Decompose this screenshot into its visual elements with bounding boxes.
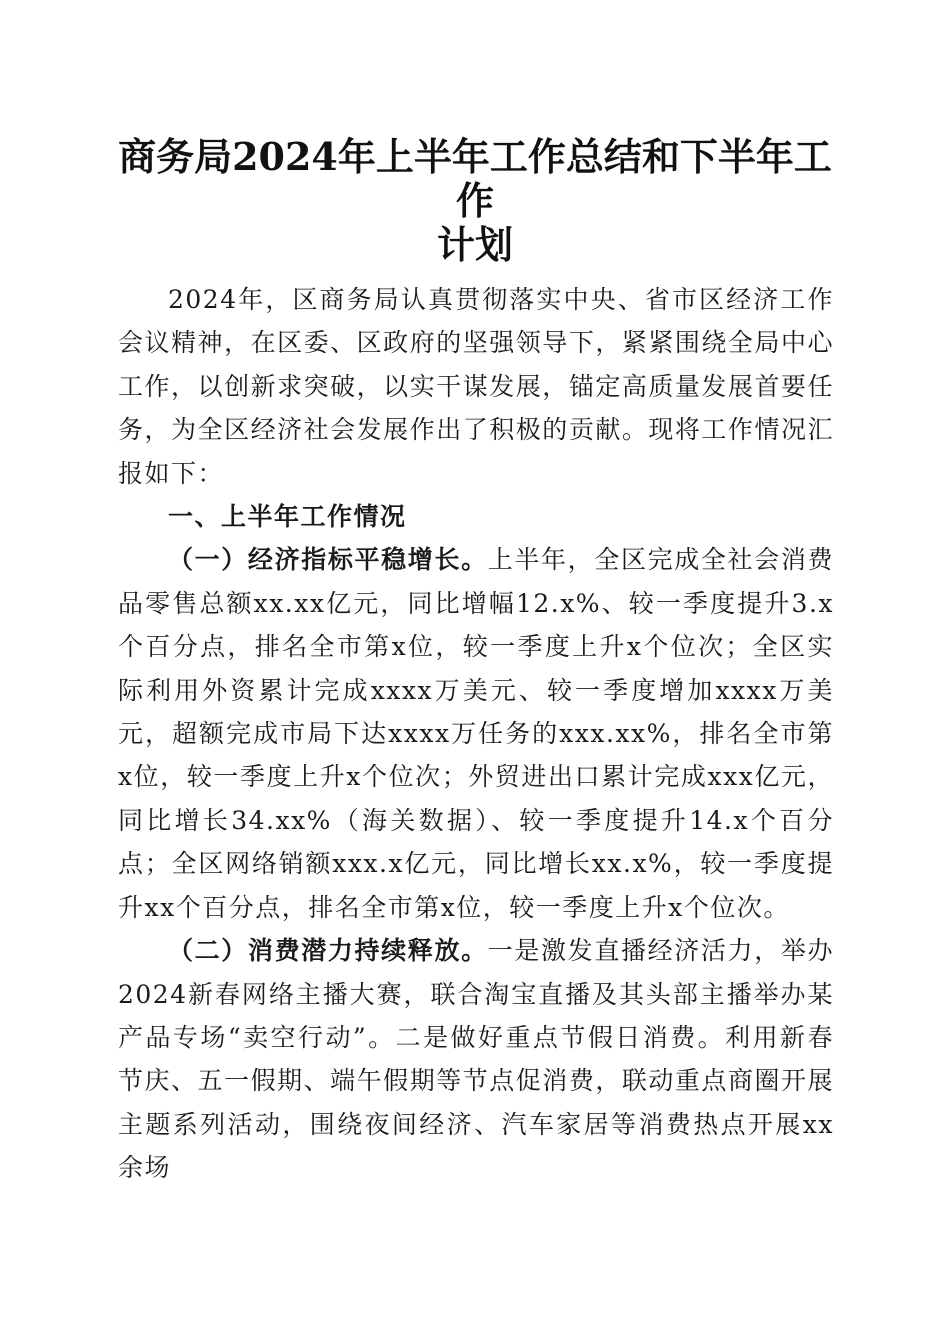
title-line-2: 计划 [436, 222, 513, 267]
item-2-heading: （二）消费潜力持续释放。 [168, 936, 488, 966]
paragraph-item-2 [118, 929, 834, 1189]
intro-paragraph: 2024年，区商务局认真贯彻落实中央、省市区经济工作会议精神，在区委、区政府的坚强领导下，紧紧围绕全局中心工作，以创新求突破，以实干谋发展，锚定高质量发展首要任务，为全区经济社会发展作出了积极的贡献。现将工作情况汇报如下： [118, 285, 834, 488]
document-title [100, 135, 850, 267]
item-1-heading: （一）经济指标平稳增长。 [168, 545, 488, 575]
title-line-1: 商务局2024年上半年工作总结和下半年工作 [118, 134, 832, 223]
item-2-body: 一是激发直播经济活力，举办2024新春网络主播大赛，联合淘宝直播及其头部主播举办某产品专场“卖空行动”。二是做好重点节假日消费。利用新春节庆、五一假期、端午假期等节点促消费，联动重点商圈开展主题系列活动，围绕夜间经济、汽车家居等消费热点开展xx余场 [118, 936, 834, 1183]
paragraph-item-1 [118, 538, 834, 929]
section-heading-1: 一、上半年工作情况 [168, 502, 407, 532]
document-body [118, 278, 834, 1190]
item-1-body: 上半年，全区完成全社会消费品零售总额xx.xx亿元，同比增幅12.x%、较一季度提升3.x个百分点，排名全市第x位，较一季度上升x个位次；全区实际利用外资累计完成xxxx万美元、较一季度增加xxxx万美元，超额完成市局下达xxxx万任务的xxx.xx%，排名全市第x位，较一季度上升x个位次；外贸进出口累计完成xxx亿元，同比增长34.xx%（海关数据）、较一季度提升14.x个百分点；全区网络销额xxx.x亿元，同比增长xx.x%，较一季度提升xx个百分点，排名全市第x位，较一季度上升x个位次。 [118, 545, 834, 922]
